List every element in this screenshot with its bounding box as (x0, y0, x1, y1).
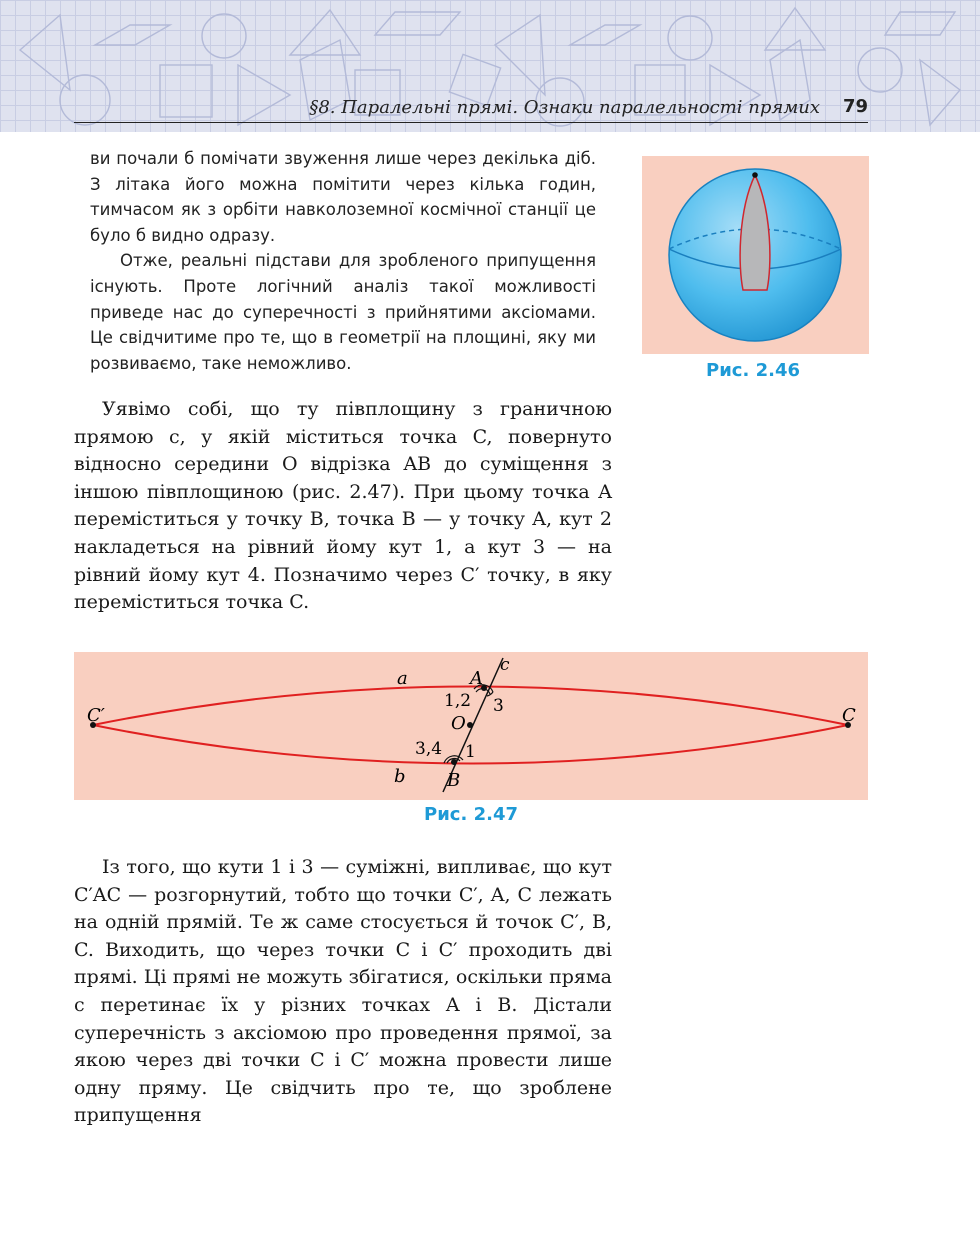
label-angles-3-4: 3,4 (415, 739, 443, 759)
header-rule (74, 122, 868, 123)
label-angle-1: 1 (465, 742, 476, 762)
aside-paragraph: ви почали б помічати звуження лише через декілька діб. З літака його можна помітити через кілька годин, тимчасом як з орбіти навколоземної космічної станції це було б видно одразу. (90, 149, 596, 245)
point-o (467, 722, 473, 728)
aside-paragraph: Отже, реальні підстави для зробленого припущення існують. Проте логічний аналіз такої можливості приведе нас до суперечності з прийнятими аксіомами. Це свідчитиме про те, що в геометрії на площині, яку ми розвиваємо, таке неможливо. (90, 251, 596, 373)
label-point-o: O (451, 713, 466, 734)
sphere-illustration (642, 156, 869, 354)
label-point-b: B (447, 770, 461, 791)
label-c: C (842, 705, 856, 726)
label-angles-1-2: 1,2 (444, 691, 472, 711)
figure-caption: Рис. 2.47 (424, 804, 518, 825)
label-b-line: b (394, 766, 406, 787)
label-point-a: A (470, 668, 483, 689)
label-a-line: a (397, 668, 408, 689)
point-b (451, 759, 457, 765)
figure-2-46 (642, 156, 869, 354)
two-lines-diagram (74, 652, 868, 800)
label-line-c: c (500, 655, 510, 675)
paragraph-text: Із того, що кути 1 і 3 — суміжні, випливає, що кут C′AC — розгорнутий, тобто що точки C′, A, C лежать на одній прямій. Те ж саме стосується й точок C′, B, C. Виходить, що через точки C і C′ проходить дві прямі. Ці прямі не можуть збігатися, оскільки пряма c перетинає їх у різних точках A і B. Дістали суперечність з аксіомою про проведення прямої, за якою через дві точки C і C′ можна провести лише одну пряму. Це свідчить про те, що зроблене припущення (74, 856, 612, 1127)
running-title: §8. Паралельні прямі. Ознаки паралельності прямих (309, 97, 820, 118)
sphere-pole-point (752, 172, 758, 178)
page-number: 79 (842, 96, 868, 117)
label-c-prime: C′ (87, 705, 105, 726)
main-paragraph-1 (74, 396, 612, 617)
figure-caption: Рис. 2.46 (706, 360, 800, 381)
paragraph-text: Уявімо собі, що ту півплощину з граничною прямою c, у якій міститься точка C, повернуто відносно середини O відрізка AB до суміщення з іншою півплощиною (рис. 2.47). При цьому точка A переміститься у точку B, точка B — у точку A, кут 2 накладеться на рівний йому кут 1, а кут 3 — на рівний йому кут 4. Позначимо через C′ точку, в яку переміститься точка C. (74, 398, 612, 614)
main-paragraph-2 (74, 854, 612, 1130)
aside-text-block (90, 146, 596, 376)
figure-2-47 (74, 652, 868, 800)
label-angle-3: 3 (493, 696, 504, 716)
